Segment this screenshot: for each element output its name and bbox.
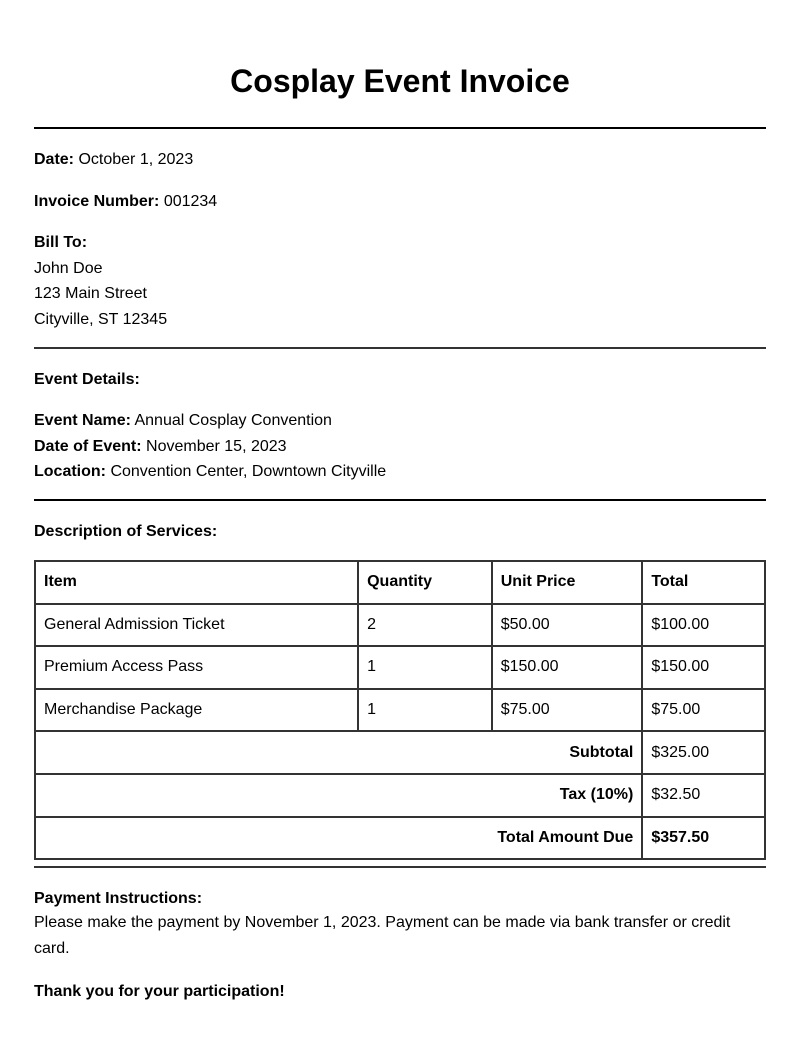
cell-unit-price: $50.00 xyxy=(492,604,643,647)
cell-total: $75.00 xyxy=(642,689,765,732)
bill-to-label: Bill To: xyxy=(34,234,88,251)
cell-unit-price: $75.00 xyxy=(492,689,643,732)
tax-row xyxy=(35,774,765,817)
title-divider xyxy=(34,127,766,129)
total-due-label: Total Amount Due xyxy=(35,817,642,860)
thank-you-note: Thank you for your participation! xyxy=(34,983,285,1000)
payment-text: Please make the payment by November 1, 2023. Payment can be made via bank transfer or credit card. xyxy=(34,914,731,957)
invoice-title: Cosplay Event Invoice xyxy=(230,63,570,99)
subtotal-value: $325.00 xyxy=(642,731,765,774)
event-date-label: Date of Event: xyxy=(34,438,142,455)
services-table xyxy=(34,560,766,860)
invoice-number-label: Invoice Number: xyxy=(34,193,160,210)
table-divider xyxy=(34,866,766,868)
subtotal-row xyxy=(35,731,765,774)
bill-divider xyxy=(34,347,766,349)
tax-value: $32.50 xyxy=(642,774,765,817)
date-value: October 1, 2023 xyxy=(78,151,194,168)
table-header-row xyxy=(35,561,765,604)
event-name-label: Event Name: xyxy=(34,412,131,429)
event-name-line xyxy=(34,411,332,431)
column-header-total: Total xyxy=(642,561,765,604)
event-name-value: Annual Cosplay Convention xyxy=(134,412,332,429)
invoice-number-line xyxy=(34,192,217,212)
cell-item: Premium Access Pass xyxy=(35,646,358,689)
total-due-row xyxy=(35,817,765,860)
payment-heading: Payment Instructions: xyxy=(34,890,203,907)
event-date-line xyxy=(34,437,287,457)
bill-to-name: John Doe xyxy=(34,260,103,277)
event-location-label: Location: xyxy=(34,463,106,480)
bill-to-city: Cityville, ST 12345 xyxy=(34,311,168,328)
bill-to-street: 123 Main Street xyxy=(34,285,147,302)
subtotal-label: Subtotal xyxy=(35,731,642,774)
cell-total: $100.00 xyxy=(642,604,765,647)
date-label: Date: xyxy=(34,151,75,168)
table-row xyxy=(35,646,765,689)
cell-item: General Admission Ticket xyxy=(35,604,358,647)
event-location-value: Convention Center, Downtown Cityville xyxy=(110,463,387,480)
cell-total: $150.00 xyxy=(642,646,765,689)
cell-quantity: 2 xyxy=(358,604,492,647)
event-location-line xyxy=(34,462,386,482)
cell-unit-price: $150.00 xyxy=(492,646,643,689)
services-heading: Description of Services: xyxy=(34,523,218,540)
column-header-item: Item xyxy=(35,561,358,604)
table-row xyxy=(35,689,765,732)
tax-label: Tax (10%) xyxy=(35,774,642,817)
column-header-quantity: Quantity xyxy=(358,561,492,604)
event-date-value: November 15, 2023 xyxy=(146,438,287,455)
cell-quantity: 1 xyxy=(358,689,492,732)
cell-quantity: 1 xyxy=(358,646,492,689)
event-divider xyxy=(34,499,766,501)
cell-item: Merchandise Package xyxy=(35,689,358,732)
event-details-heading: Event Details: xyxy=(34,371,140,388)
invoice-number-value: 001234 xyxy=(163,193,218,210)
column-header-unit-price: Unit Price xyxy=(492,561,643,604)
total-due-value: $357.50 xyxy=(642,817,765,860)
table-row xyxy=(35,604,765,647)
date-line xyxy=(34,150,193,170)
